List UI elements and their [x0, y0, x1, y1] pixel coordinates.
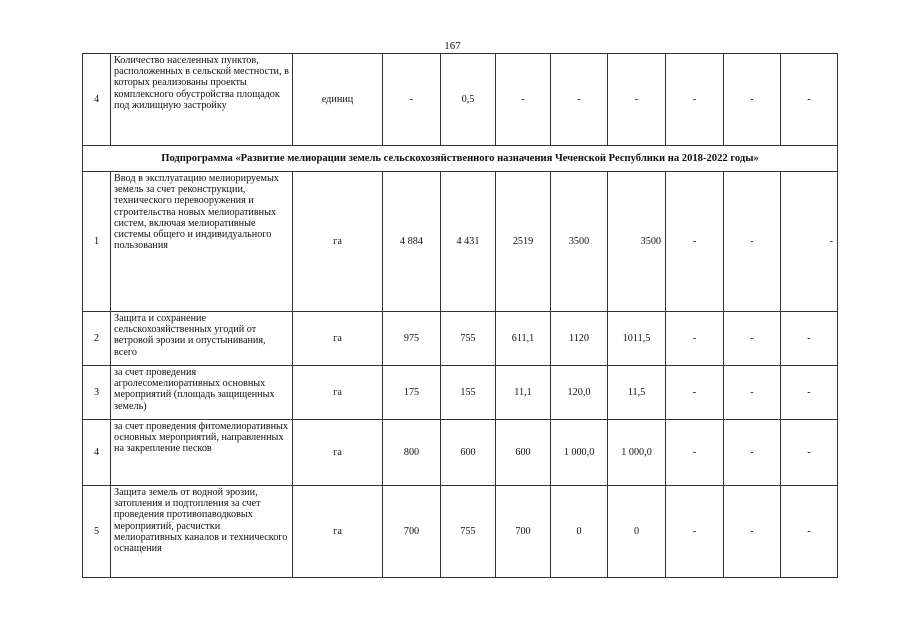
indicator-name: за счет проведения фитомелиоративных основных мероприятий, направленных на закрепление песков — [111, 420, 293, 486]
value-cell: - — [724, 312, 781, 366]
row-number: 2 — [83, 312, 111, 366]
value-cell: - — [724, 420, 781, 486]
value-cell: - — [781, 172, 838, 312]
value-cell: 0 — [608, 486, 666, 578]
value-cell: - — [781, 54, 838, 146]
value-cell: 1 000,0 — [551, 420, 608, 486]
value-cell: 3500 — [608, 172, 666, 312]
table-row — [83, 366, 838, 420]
table-row — [83, 54, 838, 146]
value-cell: - — [496, 54, 551, 146]
row-number: 4 — [83, 420, 111, 486]
value-cell: 3500 — [551, 172, 608, 312]
value-cell: - — [666, 420, 724, 486]
section-row — [83, 146, 838, 172]
table-row — [83, 172, 838, 312]
indicator-name: Количество населенных пунктов, расположенных в сельской местности, в которых реализованы проекты комплексного обустройства площадок под жилищную застройку — [111, 54, 293, 146]
value-cell: - — [781, 366, 838, 420]
value-cell: 11,1 — [496, 366, 551, 420]
value-cell: - — [724, 366, 781, 420]
page-number: 167 — [444, 40, 461, 52]
indicator-name: за счет проведения агролесомелиоративных основных мероприятий (площадь защищенных земель) — [111, 366, 293, 420]
indicator-name: Ввод в эксплуатацию мелиорируемых земель за счет реконструкции, технического перевооружения и строительства новых мелиоративных систем, включая мелиоративные системы общего и индивидуального пользования — [111, 172, 293, 312]
value-cell: 2519 — [496, 172, 551, 312]
value-cell: - — [551, 54, 608, 146]
value-cell: 120,0 — [551, 366, 608, 420]
value-cell: 600 — [496, 420, 551, 486]
value-cell: - — [666, 486, 724, 578]
row-number: 1 — [83, 172, 111, 312]
value-cell: - — [383, 54, 441, 146]
value-cell: 1 000,0 — [608, 420, 666, 486]
unit-cell: единиц — [293, 54, 383, 146]
value-cell: - — [666, 54, 724, 146]
value-cell: 0,5 — [441, 54, 496, 146]
value-cell: 755 — [441, 486, 496, 578]
row-number: 4 — [83, 54, 111, 146]
value-cell: 11,5 — [608, 366, 666, 420]
unit-cell: га — [293, 172, 383, 312]
value-cell: 1120 — [551, 312, 608, 366]
value-cell: 1011,5 — [608, 312, 666, 366]
indicators-table — [82, 53, 838, 578]
value-cell: - — [781, 486, 838, 578]
unit-cell: га — [293, 420, 383, 486]
unit-cell: га — [293, 312, 383, 366]
value-cell: - — [724, 54, 781, 146]
table-row — [83, 312, 838, 366]
value-cell: 800 — [383, 420, 441, 486]
value-cell: 755 — [441, 312, 496, 366]
value-cell: - — [666, 172, 724, 312]
value-cell: 700 — [383, 486, 441, 578]
value-cell: 175 — [383, 366, 441, 420]
value-cell: 155 — [441, 366, 496, 420]
value-cell: - — [666, 312, 724, 366]
value-cell: 600 — [441, 420, 496, 486]
table-row — [83, 486, 838, 578]
table-row — [83, 420, 838, 486]
value-cell: - — [724, 486, 781, 578]
value-cell: - — [666, 366, 724, 420]
value-cell: 700 — [496, 486, 551, 578]
value-cell: - — [781, 312, 838, 366]
unit-cell: га — [293, 486, 383, 578]
value-cell: 4 884 — [383, 172, 441, 312]
value-cell: 611,1 — [496, 312, 551, 366]
value-cell: - — [608, 54, 666, 146]
indicator-name: Защита земель от водной эрозии, затопления и подтопления за счет проведения противопаводковых мероприятий, расчистки мелиоративных каналов и технического оснащения — [111, 486, 293, 578]
value-cell: - — [724, 172, 781, 312]
indicator-name: Защита и сохранение сельскохозяйственных угодий от ветровой эрозии и опустынивания, всего — [111, 312, 293, 366]
unit-cell: га — [293, 366, 383, 420]
value-cell: 0 — [551, 486, 608, 578]
row-number: 5 — [83, 486, 111, 578]
value-cell: - — [781, 420, 838, 486]
value-cell: 4 431 — [441, 172, 496, 312]
value-cell: 975 — [383, 312, 441, 366]
section-title: Подпрограмма «Развитие мелиорации земель сельскохозяйственного назначения Чеченской Республики на 2018-2022 годы» — [83, 146, 838, 172]
row-number: 3 — [83, 366, 111, 420]
